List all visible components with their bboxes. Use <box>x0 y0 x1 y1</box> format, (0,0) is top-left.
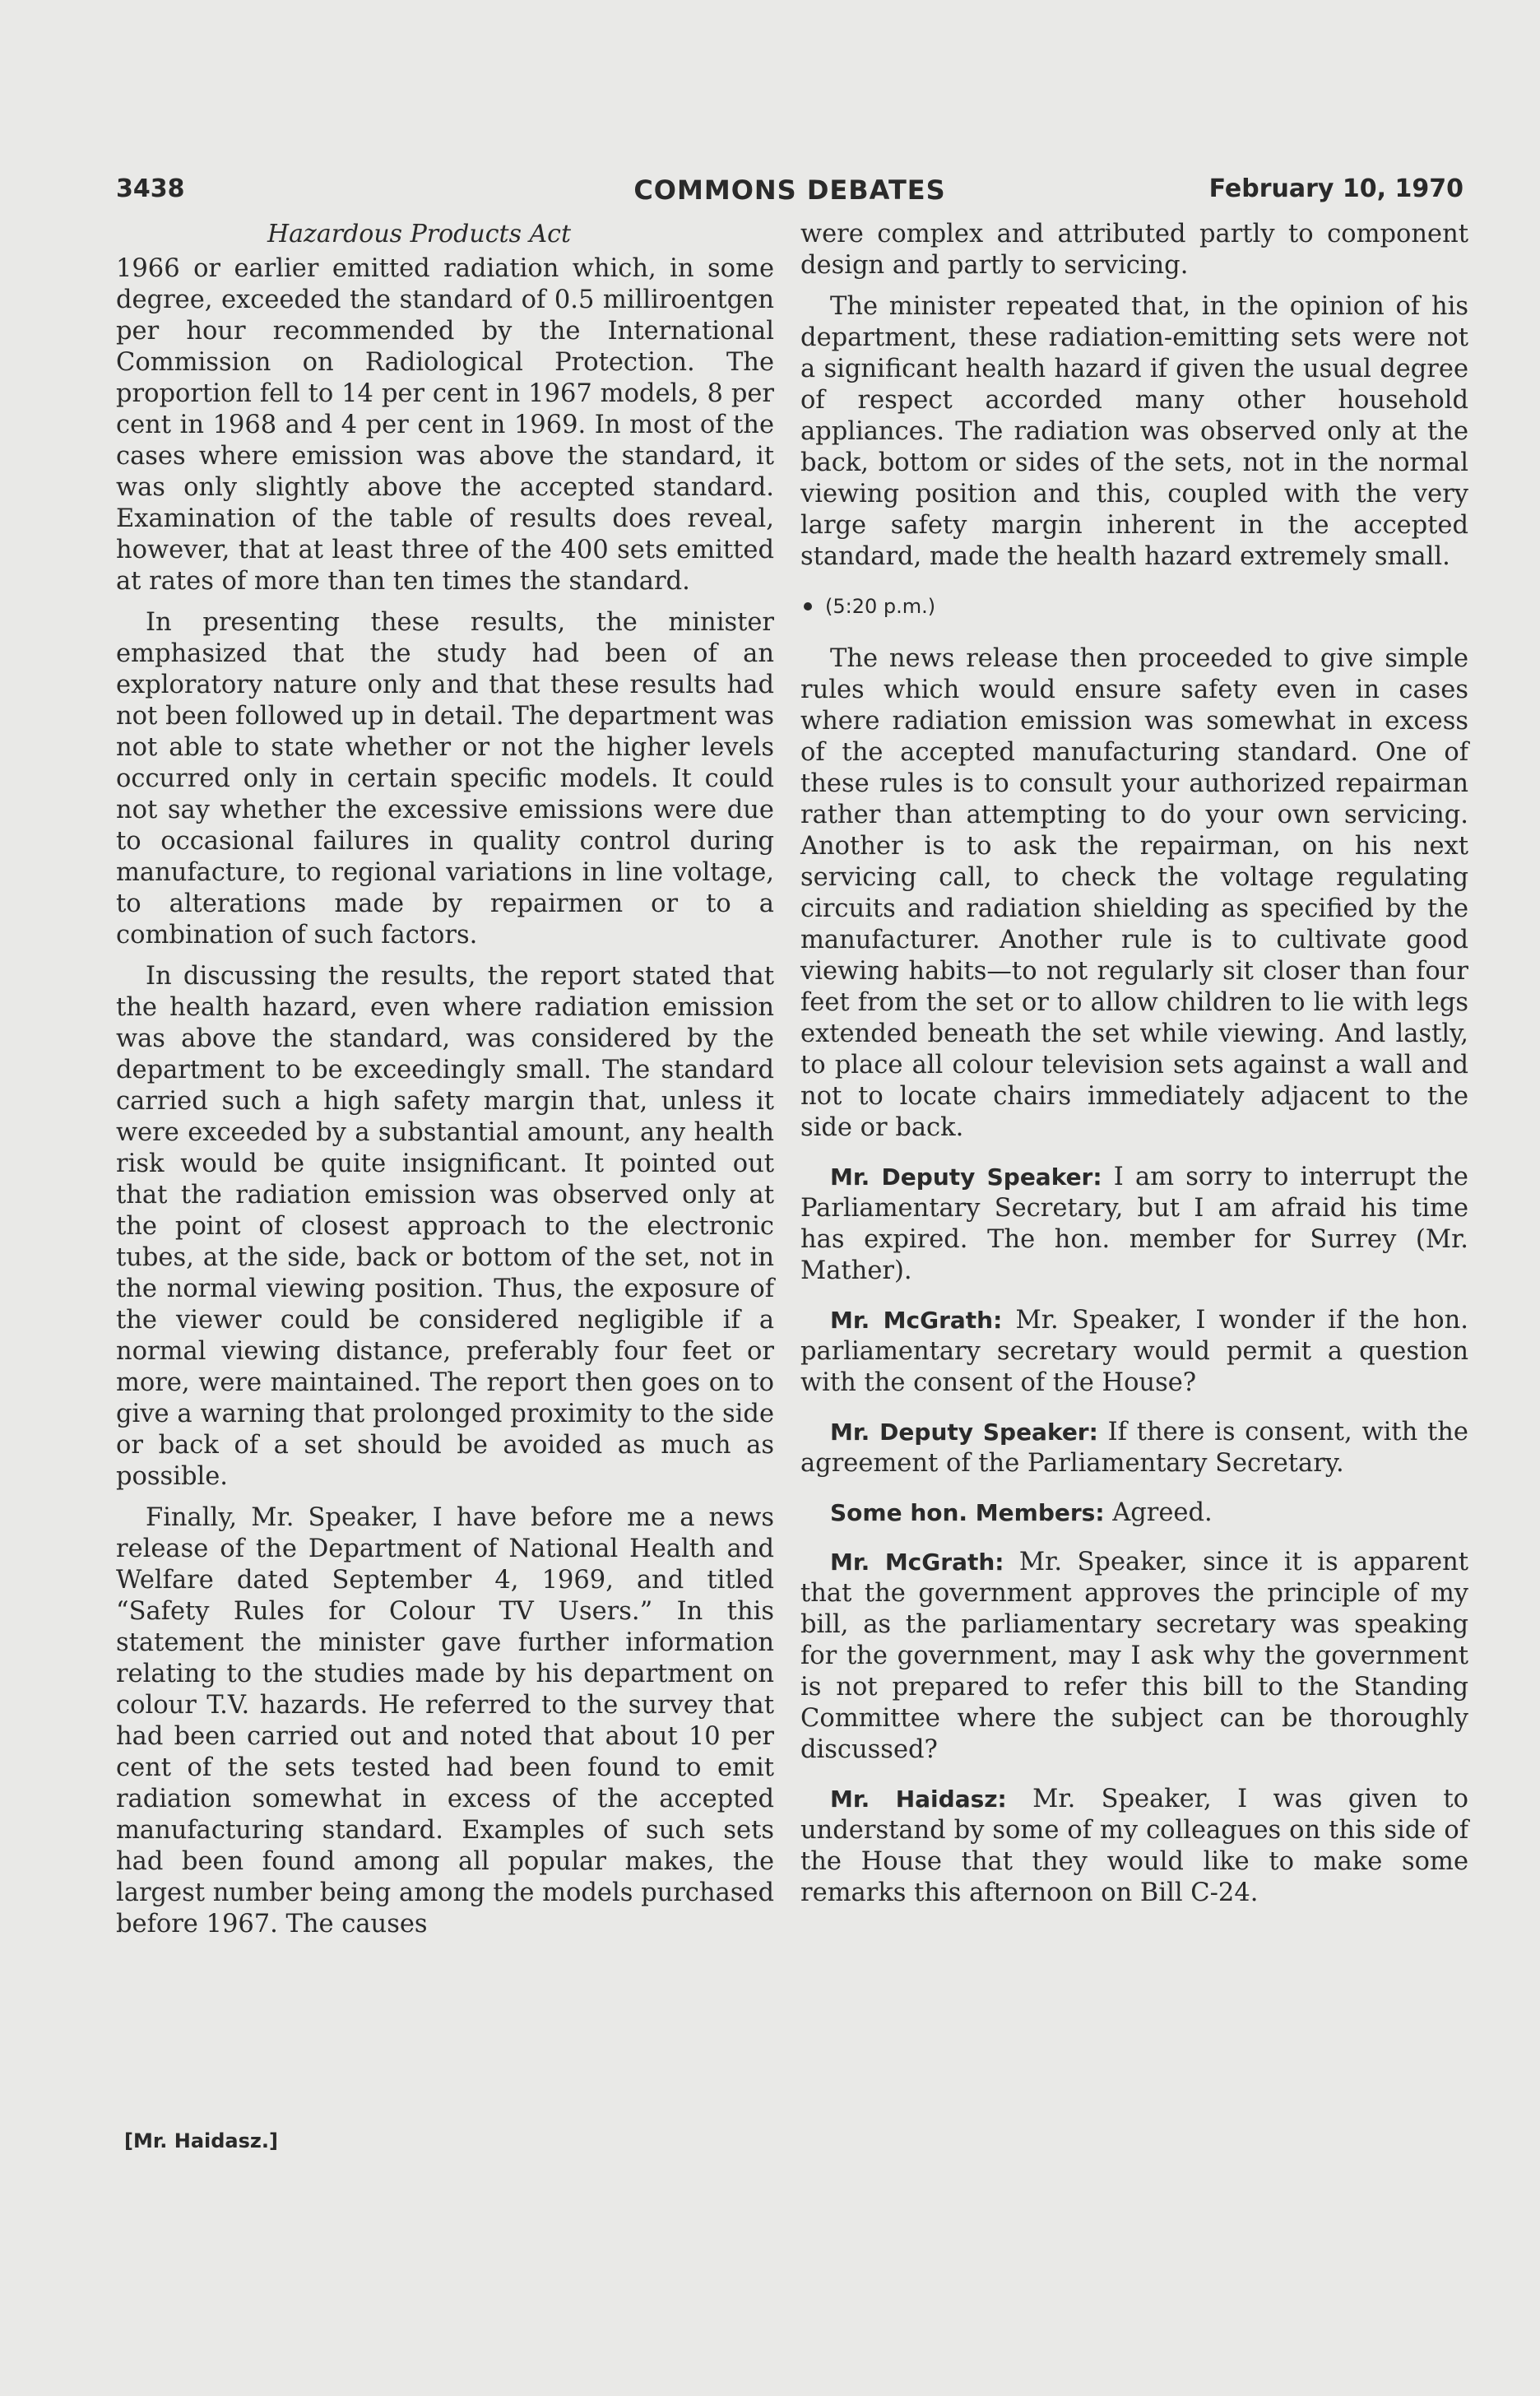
speech-text: Mr. Speaker, I wonder if the hon. parliamentary secretary would permit a question with the consent of the House? <box>800 1306 1468 1397</box>
journal-title: COMMONS DEBATES <box>633 174 946 206</box>
time-stamp <box>804 591 1468 622</box>
speaker-name: Mr. Deputy Speaker: <box>830 1163 1102 1191</box>
speech-text: If there is consent, with the agreement of the Parliamentary Secretary. <box>800 1418 1468 1478</box>
page-header <box>116 174 1463 216</box>
speech <box>800 1417 1468 1479</box>
speech <box>800 1784 1468 1909</box>
speech-text: I am sorry to interrupt the Parliamentary Secretary, but I am afraid his time has expired. The hon. member for Surrey (Mr. Mather). <box>800 1163 1468 1285</box>
paragraph: In discussing the results, the report stated that the health hazard, even where radiation emission was above the standard, was considered by the department to be exceedingly small. The standard carried such a high safety margin that, unless it were exceeded by a substantial amount, any health risk would be quite insignificant. It pointed out that the radiation emission was observed only at the point of closest approach to the electronic tubes, at the side, back or bottom of the set, not in the normal viewing position. Thus, the exposure of the viewer could be considered negligible if a normal viewing distance, preferably four feet or more, were maintained. The report then goes on to give a warning that prolonged proximity to the side or back of a set should be avoided as much as possible. <box>116 962 774 1491</box>
speech <box>800 1162 1468 1287</box>
speaker-name: Some hon. Members: <box>830 1499 1105 1526</box>
speech-text: Mr. Speaker, since it is apparent that the government approves the principle of my bill, as the parliamentary secretary was speaking for the government, may I ask why the government is not prepared to refer this bill to the Standing Committee where the subject can be thoroughly discussed? <box>800 1548 1468 1764</box>
speech <box>800 1498 1468 1529</box>
running-head: Hazardous Products Act <box>267 220 572 248</box>
paragraph: Finally, Mr. Speaker, I have before me a news release of the Department of National Health and Welfare dated September 4, 1969, and titled “Safety Rules for Colour TV Users.” In this statement the minister gave further information relating to the studies made by his department on colour T.V. hazards. He referred to the survey that had been carried out and noted that about 10 per cent of the sets tested had been found to emit radiation somewhat in excess of the accepted manufacturing standard. Examples of such sets had been found among all popular makes, the largest number being among the models purchased before 1967. The causes <box>116 1503 774 1939</box>
paragraph: The minister repeated that, in the opinion of his department, these radiation-emitting sets were not a significant health hazard if given the usual degree of respect accorded many other household appliances. The radiation was observed only at the back, bottom or sides of the sets, not in the normal viewing position and this, coupled with the very large safety margin inherent in the accepted standard, made the health hazard extremely small. <box>800 292 1468 571</box>
paragraph: 1966 or earlier emitted radiation which, in some degree, exceeded the standard of 0.5 milliroentgen per hour recommended by the International Commission on Radiological Protection. The proportion fell to 14 per cent in 1967 models, 8 per cent in 1968 and 4 per cent in 1969. In most of the cases where emission was above the standard, it was only slightly above the accepted standard. Examination of the table of results does reveal, however, that at least three of the 400 sets emitted at rates of more than ten times the standard. <box>116 254 774 596</box>
time-stamp-text: (5:20 p.m.) <box>825 595 936 618</box>
speech-text: Agreed. <box>1104 1498 1213 1527</box>
paragraph: The news release then proceeded to give simple rules which would ensure safety even in cases where radiation emission was somewhat in excess of the accepted manufacturing standard. One of these rules is to consult your authorized repairman rather than attempting to do your own servicing. Another is to ask the repairman, on his next servicing call, to check the voltage regulating circuits and radiation shielding as specified by the manufacturer. Another rule is to cultivate good viewing habits—to not regularly sit closer than four feet from the set or to allow children to lie with legs extended beneath the set while viewing. And lastly, to place all colour television sets against a wall and not to locate chairs immediately adjacent to the side or back. <box>800 644 1468 1142</box>
page-number: 3438 <box>116 174 185 203</box>
left-column <box>116 219 774 1950</box>
paragraph: In presenting these results, the minister emphasized that the study had been of an exploratory nature only and that these results had not been followed up in detail. The department was not able to state whether or not the higher levels occurred only in certain specific models. It could not say whether the excessive emissions were due to occasional failures in quality control during manufacture, to regional variations in line voltage, to alterations made by repairmen or to a combination of such factors. <box>116 608 774 950</box>
speech <box>800 1547 1468 1766</box>
issue-date: February 10, 1970 <box>1208 174 1463 203</box>
speaker-name: Mr. Deputy Speaker: <box>830 1419 1098 1446</box>
speaker-name: Mr. Haidasz: <box>830 1785 1007 1813</box>
right-column <box>800 219 1468 1919</box>
speech-text: Mr. Speaker, I was given to understand by some of my colleagues on this side of the House that they would like to make some remarks this afternoon on Bill C-24. <box>800 1785 1469 1907</box>
bullet-icon <box>804 602 812 611</box>
speaker-name: Mr. McGrath: <box>830 1307 1003 1334</box>
speaker-reference: [Mr. Haidasz.] <box>124 2129 278 2152</box>
paragraph: were complex and attributed partly to component design and partly to servicing. <box>800 220 1468 280</box>
speech <box>800 1305 1468 1399</box>
speaker-name: Mr. McGrath: <box>830 1549 1004 1576</box>
